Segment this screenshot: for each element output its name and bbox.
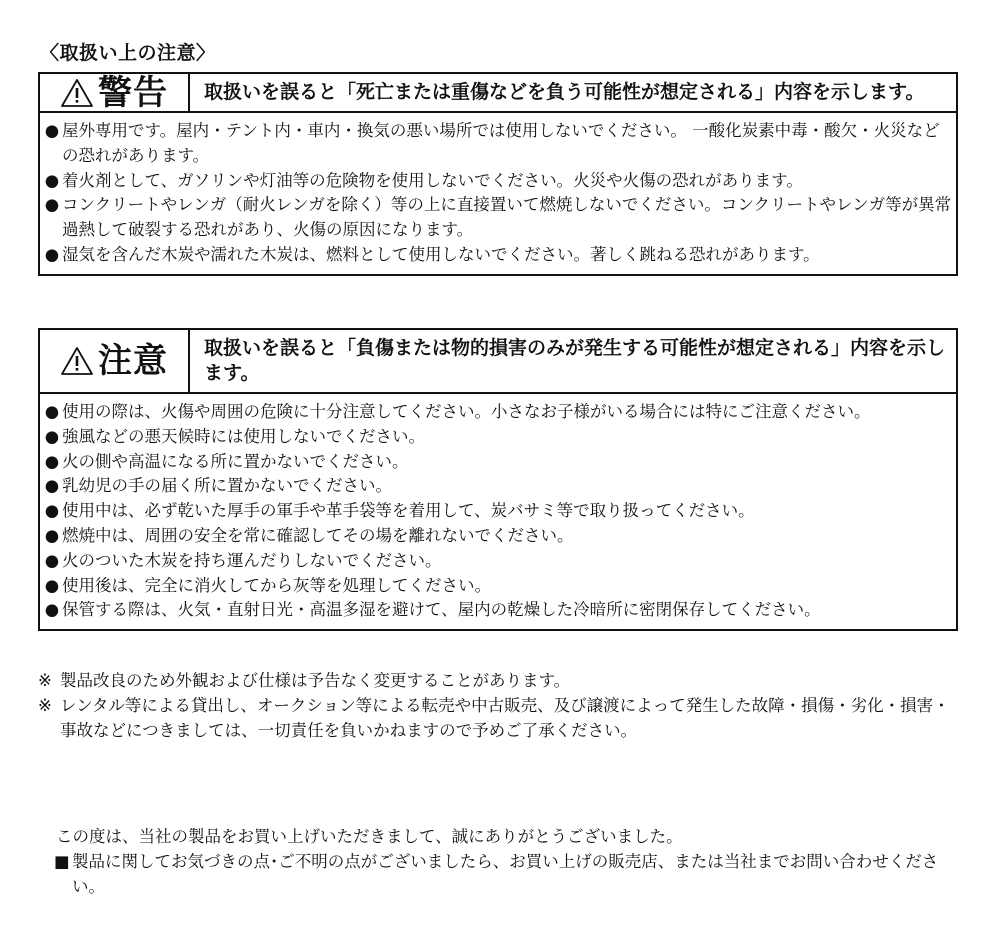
note-mark: ※ [38, 696, 52, 715]
warning-label: 警告 [98, 72, 168, 113]
warning-triangle-icon [60, 77, 94, 109]
warning-item: ● 湿気を含んだ木炭や濡れた木炭は、燃料として使用しないでください。著しく跳ねる恐れがあります。 [42, 243, 952, 268]
warning-item: ● 着火剤として、ガソリンや灯油等の危険物を使用しないでください。火災や火傷の恐れがあります。 [42, 169, 952, 194]
caution-label: 注意 [98, 341, 168, 381]
note-mark: ※ [38, 671, 52, 690]
warning-description: 取扱いを誤ると「死亡または重傷などを負う可能性が想定される」内容を示します。 [204, 81, 925, 103]
caution-item: ● 火のついた木炭を持ち運んだりしないでください。 [42, 549, 952, 574]
bullet-icon: ● [44, 600, 60, 620]
warning-list [40, 113, 956, 274]
bullet-icon: ● [44, 525, 60, 545]
bullet-icon: ● [44, 550, 60, 570]
closing-section [56, 824, 956, 899]
bullet-icon: ● [44, 501, 60, 521]
bullet-icon: ● [44, 195, 60, 215]
note-item: ※ レンタル等による貸出し、オークション等による転売や中古販売、及び譲渡によって発生した故障・損傷・劣化・損害・事故などにつきましては、一切責任を負いかねますので予めご了承ください。 [38, 693, 958, 743]
caution-item: ● 使用中は、必ず乾いた厚手の軍手や革手袋等を着用して、炭バサミ等で取り扱ってください。 [42, 499, 952, 524]
warning-item: ● 屋外専用です。屋内・テント内・車内・換気の悪い場所では使用しないでください。 一酸化炭素中毒・酸欠・火災などの恐れがあります。 [42, 119, 952, 169]
caution-triangle-icon [60, 345, 94, 377]
caution-item: ● 火の側や高温になる所に置かないでください。 [42, 450, 952, 475]
section-heading: 〈取扱い上の注意〉 [40, 42, 216, 64]
caution-label-box [40, 330, 190, 392]
caution-item: ● 乳幼児の手の届く所に置かないでください。 [42, 474, 952, 499]
caution-item: ● 使用後は、完全に消火してから灰等を処理してください。 [42, 574, 952, 599]
notes-section [38, 668, 958, 743]
note-item: ※ 製品改良のため外観および仕様は予告なく変更することがあります。 [38, 668, 958, 693]
caution-item: ● 使用の際は、火傷や周囲の危険に十分注意してください。小さなお子様がいる場合には特にご注意ください。 [42, 400, 952, 425]
bullet-icon: ● [44, 170, 60, 190]
caution-panel [38, 328, 958, 631]
bullet-icon: ● [44, 575, 60, 595]
warning-panel [38, 72, 958, 276]
bullet-icon: ● [44, 402, 60, 421]
square-bullet-icon: ■ [54, 852, 70, 871]
bullet-icon: ● [44, 121, 60, 140]
caution-item: ● 強風などの悪天候時には使用しないでください。 [42, 425, 952, 450]
bullet-icon: ● [44, 426, 60, 446]
caution-item: ● 燃焼中は、周囲の安全を常に確認してその場を離れないでください。 [42, 524, 952, 549]
contact-message: ■ 製品に関してお気づきの点･ご不明の点がございましたら、お買い上げの販売店、または当社までお問い合わせください。 [54, 849, 956, 899]
warning-label-box [40, 74, 190, 111]
bullet-icon: ● [44, 476, 60, 496]
caution-item: ● 保管する際は、火気・直射日光・高温多湿を避けて、屋内の乾燥した冷暗所に密閉保存してください。 [42, 598, 952, 623]
caution-header [40, 330, 956, 394]
warning-header [40, 74, 956, 113]
caution-description: 取扱いを誤ると「負傷または物的損害のみが発生する可能性が想定される」内容を示します。 [204, 337, 946, 384]
bullet-icon: ● [44, 451, 60, 471]
bullet-icon: ● [44, 244, 60, 264]
thanks-message: この度は、当社の製品をお買い上げいただきまして、誠にありがとうございました。 [56, 827, 683, 846]
caution-list [40, 394, 956, 629]
warning-item: ● コンクリートやレンガ（耐火レンガを除く）等の上に直接置いて燃焼しないでください。コンクリートやレンガ等が異常過熱して破裂する恐れがあり、火傷の原因になります。 [42, 193, 952, 243]
